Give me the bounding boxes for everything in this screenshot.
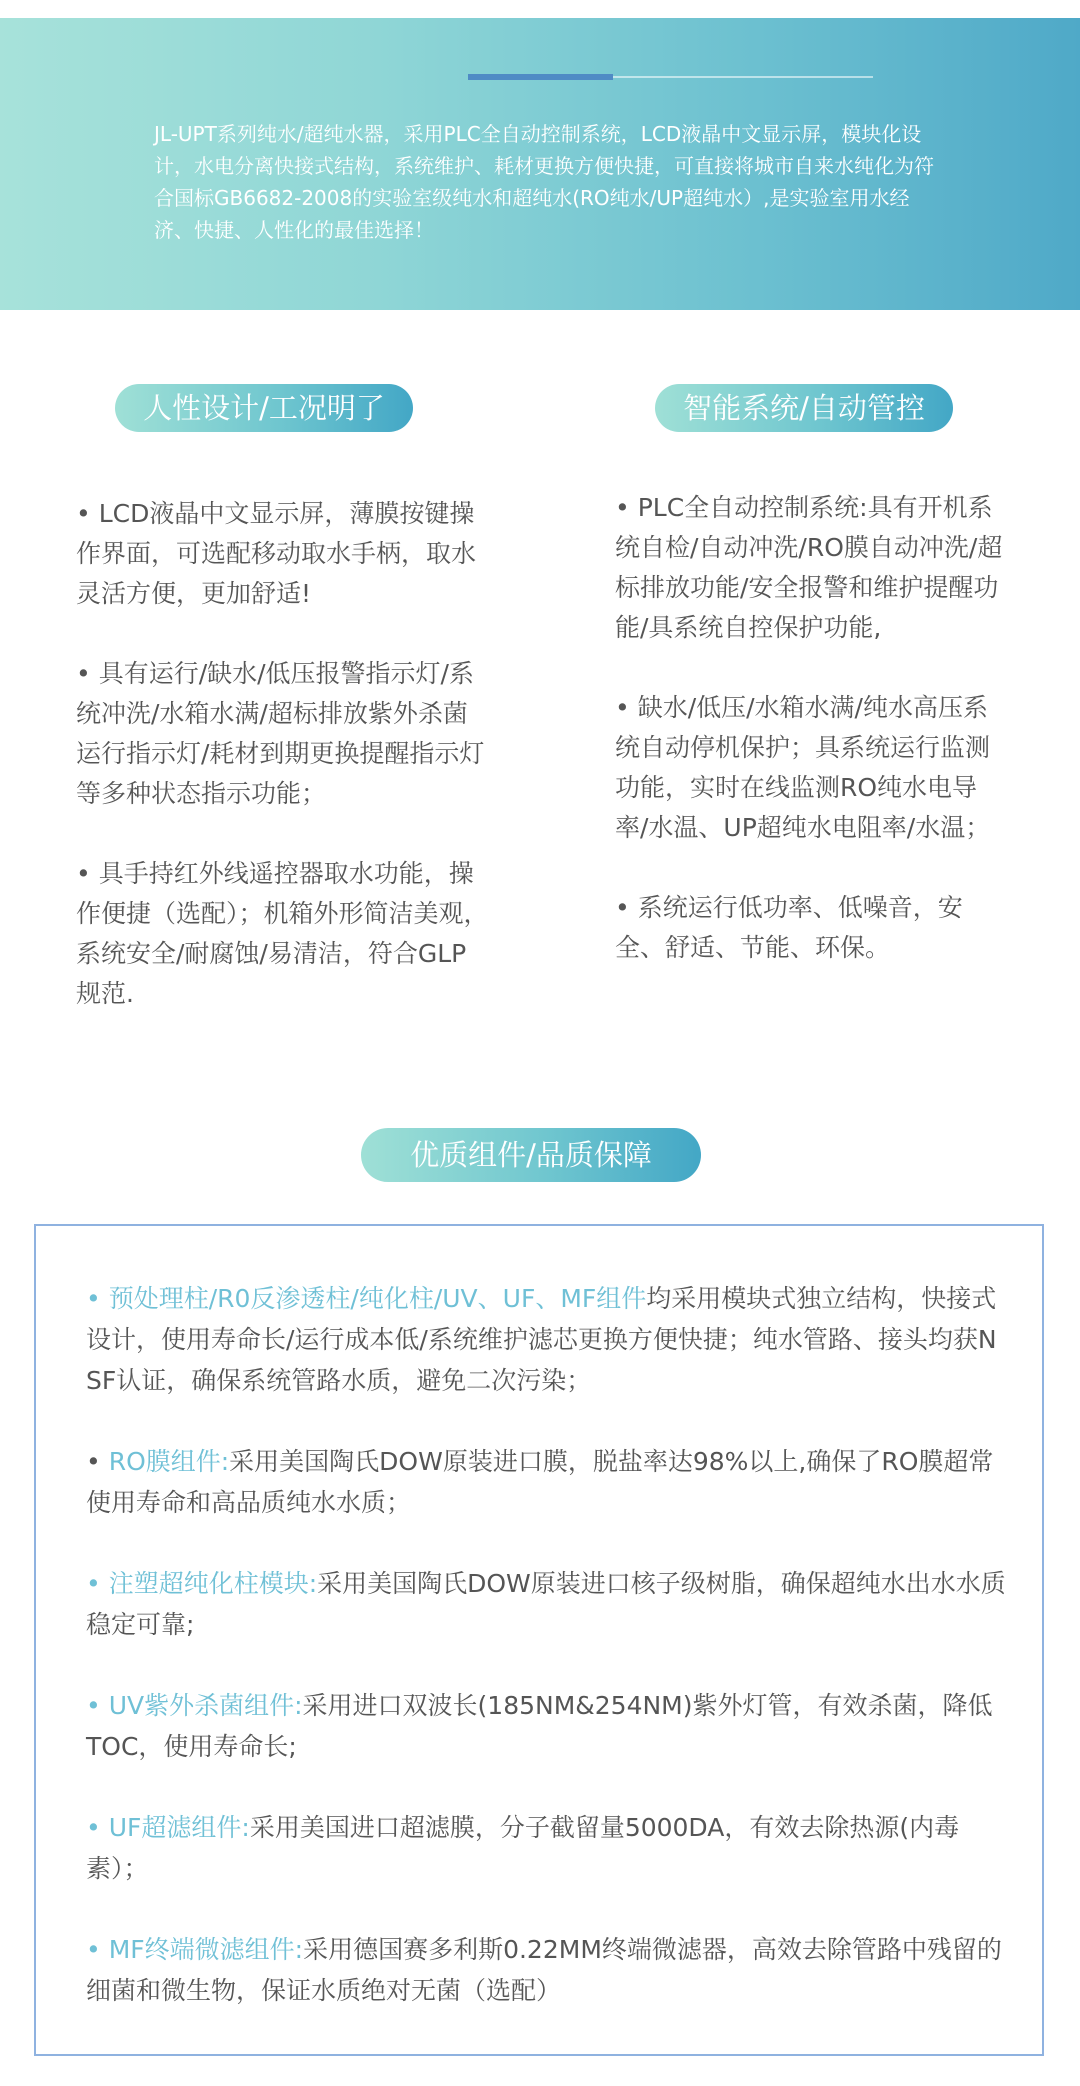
component-item	[86, 1807, 1006, 1889]
component-label: RO膜组件:	[100, 1447, 230, 1476]
component-item	[86, 1278, 1006, 1401]
component-item	[86, 1441, 1006, 1523]
component-item	[86, 1563, 1006, 1645]
section-title-smart-system: 智能系统/自动管控	[655, 384, 953, 432]
components-list	[86, 1278, 1006, 2051]
component-label: 注塑超纯化柱模块:	[100, 1569, 318, 1598]
component-bullet: •	[86, 1569, 101, 1598]
component-bullet: •	[86, 1813, 101, 1842]
banner-divider-accent	[468, 74, 613, 80]
component-text: 采用进口双波长(185NM&254NM)紫外灯管，有效杀菌，降低TOC，使用寿命长;	[86, 1691, 993, 1761]
feature-list-left	[76, 494, 491, 1054]
feature-item: • PLC全自动控制系统:具有开机系统自检/自动冲洗/RO膜自动冲洗/超标排放功能/安全报警和维护提醒功能/具系统自控保护功能,	[615, 493, 1003, 642]
component-label: MF终端微滤组件:	[100, 1935, 304, 1964]
feature-item: • 缺水/低压/水箱水满/纯水高压系统自动停机保护；具系统运行监测功能，实时在线监测RO纯水电导率/水温、UP超纯水电阻率/水温；	[615, 693, 991, 842]
feature-item: • 具有运行/缺水/低压报警指示灯/系统冲洗/水箱水满/超标排放紫外杀菌运行指示灯/耗材到期更换提醒指示灯等多种状态指示功能；	[76, 659, 485, 808]
feature-item: • LCD液晶中文显示屏，薄膜按键操作界面，可选配移动取水手柄，取水灵活方便，更加舒适!	[76, 499, 477, 608]
component-bullet: •	[86, 1284, 101, 1313]
component-text: 采用美国陶氏DOW原装进口膜，脱盐率达98%以上,确保了RO膜超常使用寿命和高品质纯水水质；	[86, 1447, 994, 1517]
feature-item: • 具手持红外线遥控器取水功能，操作便捷（选配）；机箱外形简洁美观，系统安全/耐腐蚀/易清洁，符合GLP规范.	[76, 859, 489, 1008]
section-title-human-design: 人性设计/工况明了	[115, 384, 413, 432]
component-bullet: •	[86, 1935, 101, 1964]
component-text: 采用美国进口超滤膜，分子截留量5000DA，有效去除热源(内毒素）；	[86, 1813, 960, 1883]
component-label: 预处理柱/R0反渗透柱/纯化柱/UV、UF、MF组件	[100, 1284, 647, 1313]
component-label: UF超滤组件:	[100, 1813, 250, 1842]
component-item	[86, 1685, 1006, 1767]
component-bullet: •	[86, 1691, 101, 1720]
section-title-components: 优质组件/品质保障	[361, 1128, 701, 1182]
component-text: 均采用模块式独立结构，快接式设计，使用寿命长/运行成本低/系统维护滤芯更换方便快捷；纯水管路、接头均获NSF认证，确保系统管路水质，避免二次污染；	[86, 1284, 997, 1395]
component-text: 采用美国陶氏DOW原装进口核子级树脂，确保超纯水出水水质稳定可靠;	[86, 1569, 1006, 1639]
feature-item: • 系统运行低功率、低噪音，安全、舒适、节能、环保。	[615, 893, 963, 962]
banner-description: JL-UPT系列纯水/超纯水器，采用PLC全自动控制系统，LCD液晶中文显示屏，模块化设计，水电分离快接式结构，系统维护、耗材更换方便快捷，可直接将城市自来水纯化为符合国标GB6682-2008的实验室级纯水和超纯水(RO纯水/UP超纯水）,是实验室用水经济、快捷、人性化的最佳选择！	[154, 122, 934, 242]
intro-banner	[0, 18, 1080, 310]
components-box	[34, 1224, 1044, 2056]
feature-list-right	[615, 488, 1010, 1008]
component-text: 采用德国赛多利斯0.22MM终端微滤器，高效去除管路中残留的细菌和微生物，保证水质绝对无菌（选配）	[86, 1935, 1002, 2005]
component-bullet: •	[86, 1447, 101, 1476]
component-label: UV紫外杀菌组件:	[100, 1691, 303, 1720]
component-item	[86, 1929, 1006, 2011]
